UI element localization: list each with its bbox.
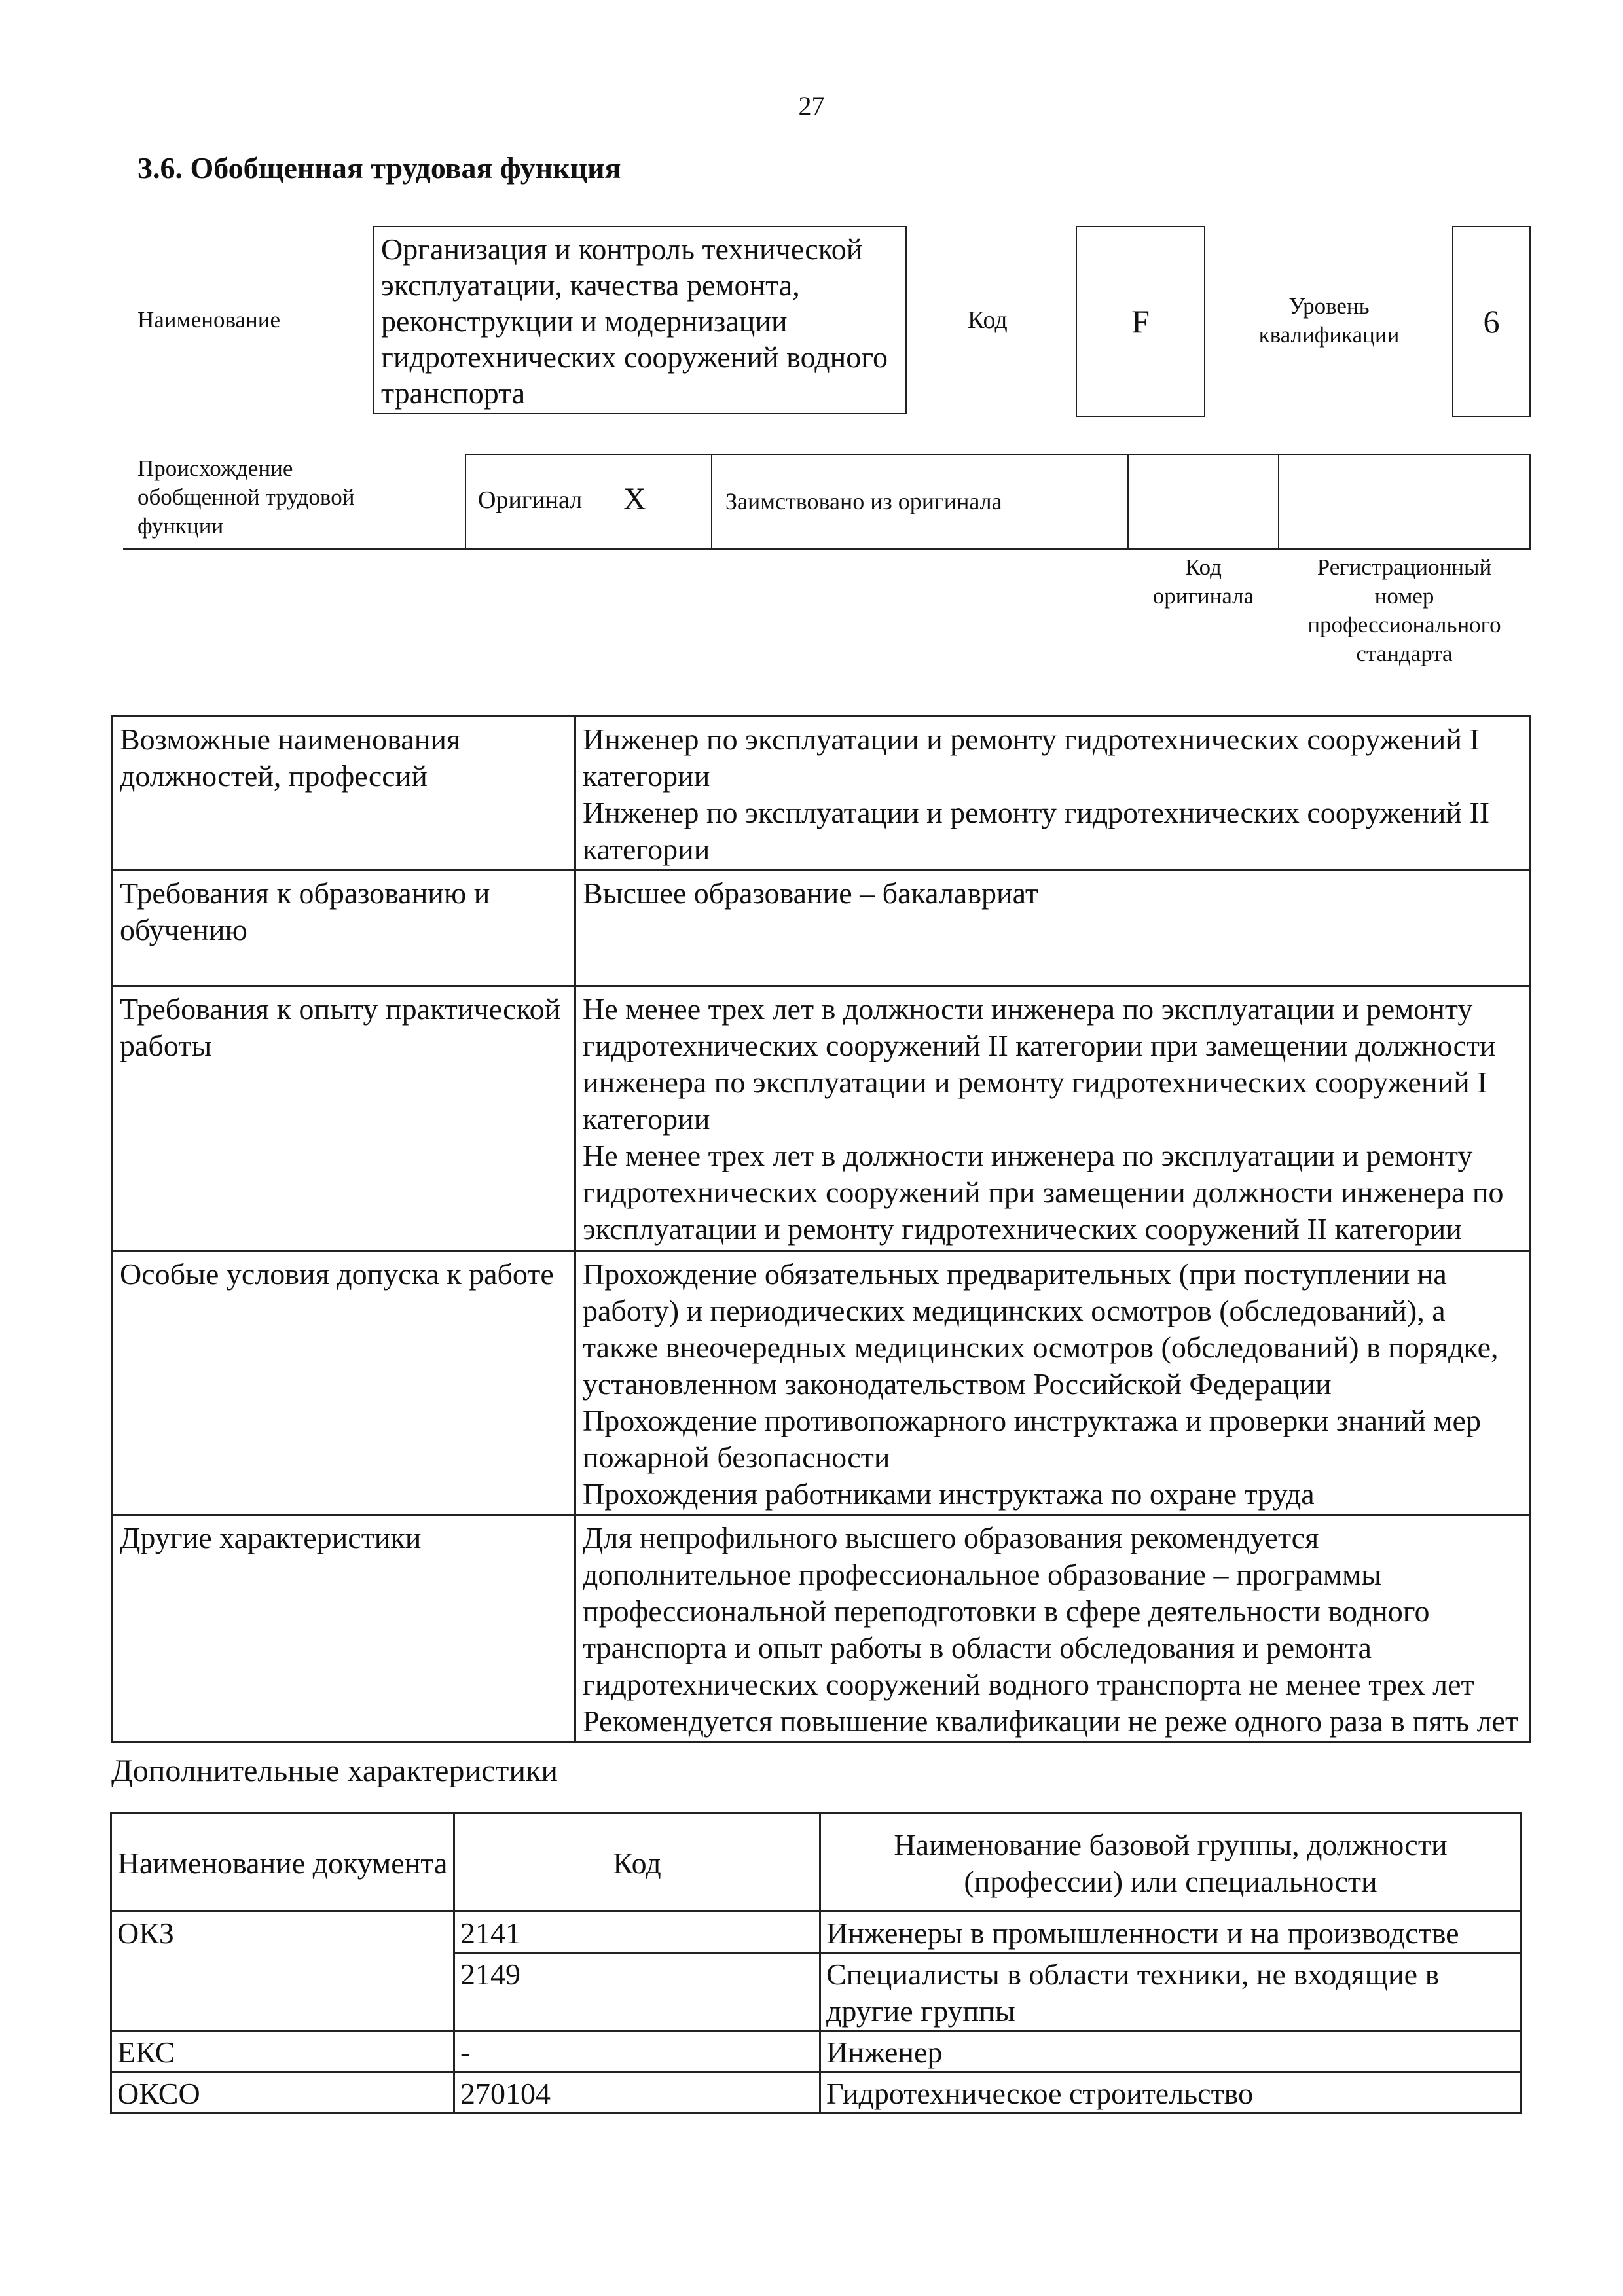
table-row bbox=[113, 1251, 1530, 1515]
paragraph: Прохождения работниками инструктажа по охране труда bbox=[583, 1477, 1315, 1511]
table-header-row bbox=[111, 1813, 1522, 1912]
function-characteristics-table bbox=[111, 715, 1531, 1743]
code-cell: 2141 bbox=[454, 1912, 820, 1953]
row-value bbox=[575, 870, 1530, 986]
section-title: 3.6. Обобщенная трудовая функция bbox=[137, 151, 621, 185]
table-row bbox=[111, 1912, 1522, 1953]
borrowed-label: Заимствовано из оригинала bbox=[725, 488, 1002, 514]
table-row bbox=[111, 2031, 1522, 2072]
code-label: Код bbox=[968, 306, 1008, 334]
origin-label-line: Происхождение bbox=[137, 456, 293, 481]
caption-line: профессионального bbox=[1307, 612, 1501, 637]
original-code-caption bbox=[1127, 553, 1279, 611]
origin-label bbox=[137, 454, 354, 541]
additional-title: Дополнительные характеристики bbox=[111, 1753, 558, 1788]
name-cell: Инженеры в промышленности и на производстве bbox=[820, 1912, 1522, 1953]
borrowed-cell bbox=[711, 454, 1129, 550]
row-value bbox=[575, 717, 1530, 870]
name-label: Наименование bbox=[137, 307, 281, 332]
column-header-document: Наименование документа bbox=[111, 1813, 454, 1912]
paragraph: Для непрофильного высшего образования рекомендуется дополнительное профессиональное образование – программы профессиональной переподготовки в сфере деятельности водного транспорта и опыт работы в области обследования и ремонта гидротехнических сооружений водного транспорта не менее трех лет bbox=[583, 1521, 1474, 1701]
code-cell: 270104 bbox=[454, 2072, 820, 2113]
column-header-code: Код bbox=[454, 1813, 820, 1912]
paragraph: Не менее трех лет в должности инженера по эксплуатации и ремонту гидротехнических сооружений при замещении должности инженера по эксплуатации и ремонту гидротехнических сооружений II категории bbox=[583, 1139, 1504, 1246]
row-value bbox=[575, 986, 1530, 1251]
doc-cell: ЕКС bbox=[111, 2031, 454, 2072]
level-label-line: квалификации bbox=[1258, 322, 1400, 348]
column-header-name: Наименование базовой группы, должности (профессии) или специальности bbox=[820, 1813, 1522, 1912]
original-label: Оригинал bbox=[478, 486, 583, 514]
original-mark: X bbox=[623, 482, 646, 516]
level-value: 6 bbox=[1483, 303, 1500, 340]
table-row bbox=[113, 717, 1530, 870]
caption-line: оригинала bbox=[1152, 583, 1254, 609]
name-cell: Инженер bbox=[820, 2031, 1522, 2072]
row-value bbox=[575, 1515, 1530, 1742]
name-cell: Специалисты в области техники, не входящие в другие группы bbox=[820, 1953, 1522, 2031]
caption-line: номер bbox=[1374, 583, 1434, 609]
paragraph: Прохождение обязательных предварительных (при поступлении на работу) и периодических медицинских осмотров (обследований), а также внеочередных медицинских осмотров (обследований) в порядке, установленном законодательством Российской Федерации bbox=[583, 1257, 1499, 1401]
page-number: 27 bbox=[798, 91, 825, 120]
row-label: Требования к образованию и обучению bbox=[113, 870, 575, 986]
level-box bbox=[1452, 226, 1531, 417]
doc-cell: ОКСО bbox=[111, 2072, 454, 2113]
function-name-box bbox=[373, 226, 907, 414]
paragraph: Инженер по эксплуатации и ремонту гидротехнических сооружений I категории bbox=[583, 723, 1480, 793]
reg-number-cell bbox=[1278, 454, 1531, 550]
table-row bbox=[113, 1515, 1530, 1742]
paragraph: Не менее трех лет в должности инженера по эксплуатации и ремонту гидротехнических сооружений II категории при замещении должности инженера по эксплуатации и ремонту гидротехнических сооружений I категории bbox=[583, 992, 1496, 1136]
row-label: Требования к опыту практической работы bbox=[113, 986, 575, 1251]
paragraph: Инженер по эксплуатации и ремонту гидротехнических сооружений II категории bbox=[583, 796, 1490, 866]
reg-number-caption bbox=[1278, 553, 1531, 668]
row-label: Возможные наименования должностей, профессий bbox=[113, 717, 575, 870]
function-name: Организация и контроль технической эксплуатации, качества ремонта, реконструкции и модернизации гидротехнических сооружений водного транспорта bbox=[381, 232, 888, 410]
row-label: Особые условия допуска к работе bbox=[113, 1251, 575, 1515]
row-label: Другие характеристики bbox=[113, 1515, 575, 1742]
doc-cell: ОКЗ bbox=[111, 1912, 454, 2031]
caption-line: Код bbox=[1185, 554, 1222, 580]
name-cell: Гидротехническое строительство bbox=[820, 2072, 1522, 2113]
paragraph: Рекомендуется повышение квалификации не реже одного раза в пять лет bbox=[583, 1704, 1519, 1738]
caption-line: Регистрационный bbox=[1317, 554, 1492, 580]
code-box bbox=[1076, 226, 1205, 417]
level-label bbox=[1231, 292, 1427, 350]
table-row bbox=[113, 870, 1530, 986]
table-row bbox=[111, 2072, 1522, 2113]
caption-line: стандарта bbox=[1356, 641, 1453, 666]
level-label-line: Уровень bbox=[1288, 293, 1370, 319]
original-cell bbox=[465, 454, 712, 550]
origin-label-line: обобщенной трудовой bbox=[137, 484, 355, 510]
row-value bbox=[575, 1251, 1530, 1515]
paragraph: Высшее образование – бакалавриат bbox=[583, 876, 1038, 910]
original-code-cell bbox=[1127, 454, 1279, 550]
table-row bbox=[113, 986, 1530, 1251]
additional-characteristics-table bbox=[110, 1812, 1522, 2114]
code-value: F bbox=[1131, 303, 1150, 340]
code-cell: - bbox=[454, 2031, 820, 2072]
origin-label-line: функции bbox=[137, 513, 224, 539]
paragraph: Прохождение противопожарного инструктажа и проверки знаний мер пожарной безопасности bbox=[583, 1404, 1481, 1474]
code-cell: 2149 bbox=[454, 1953, 820, 2031]
